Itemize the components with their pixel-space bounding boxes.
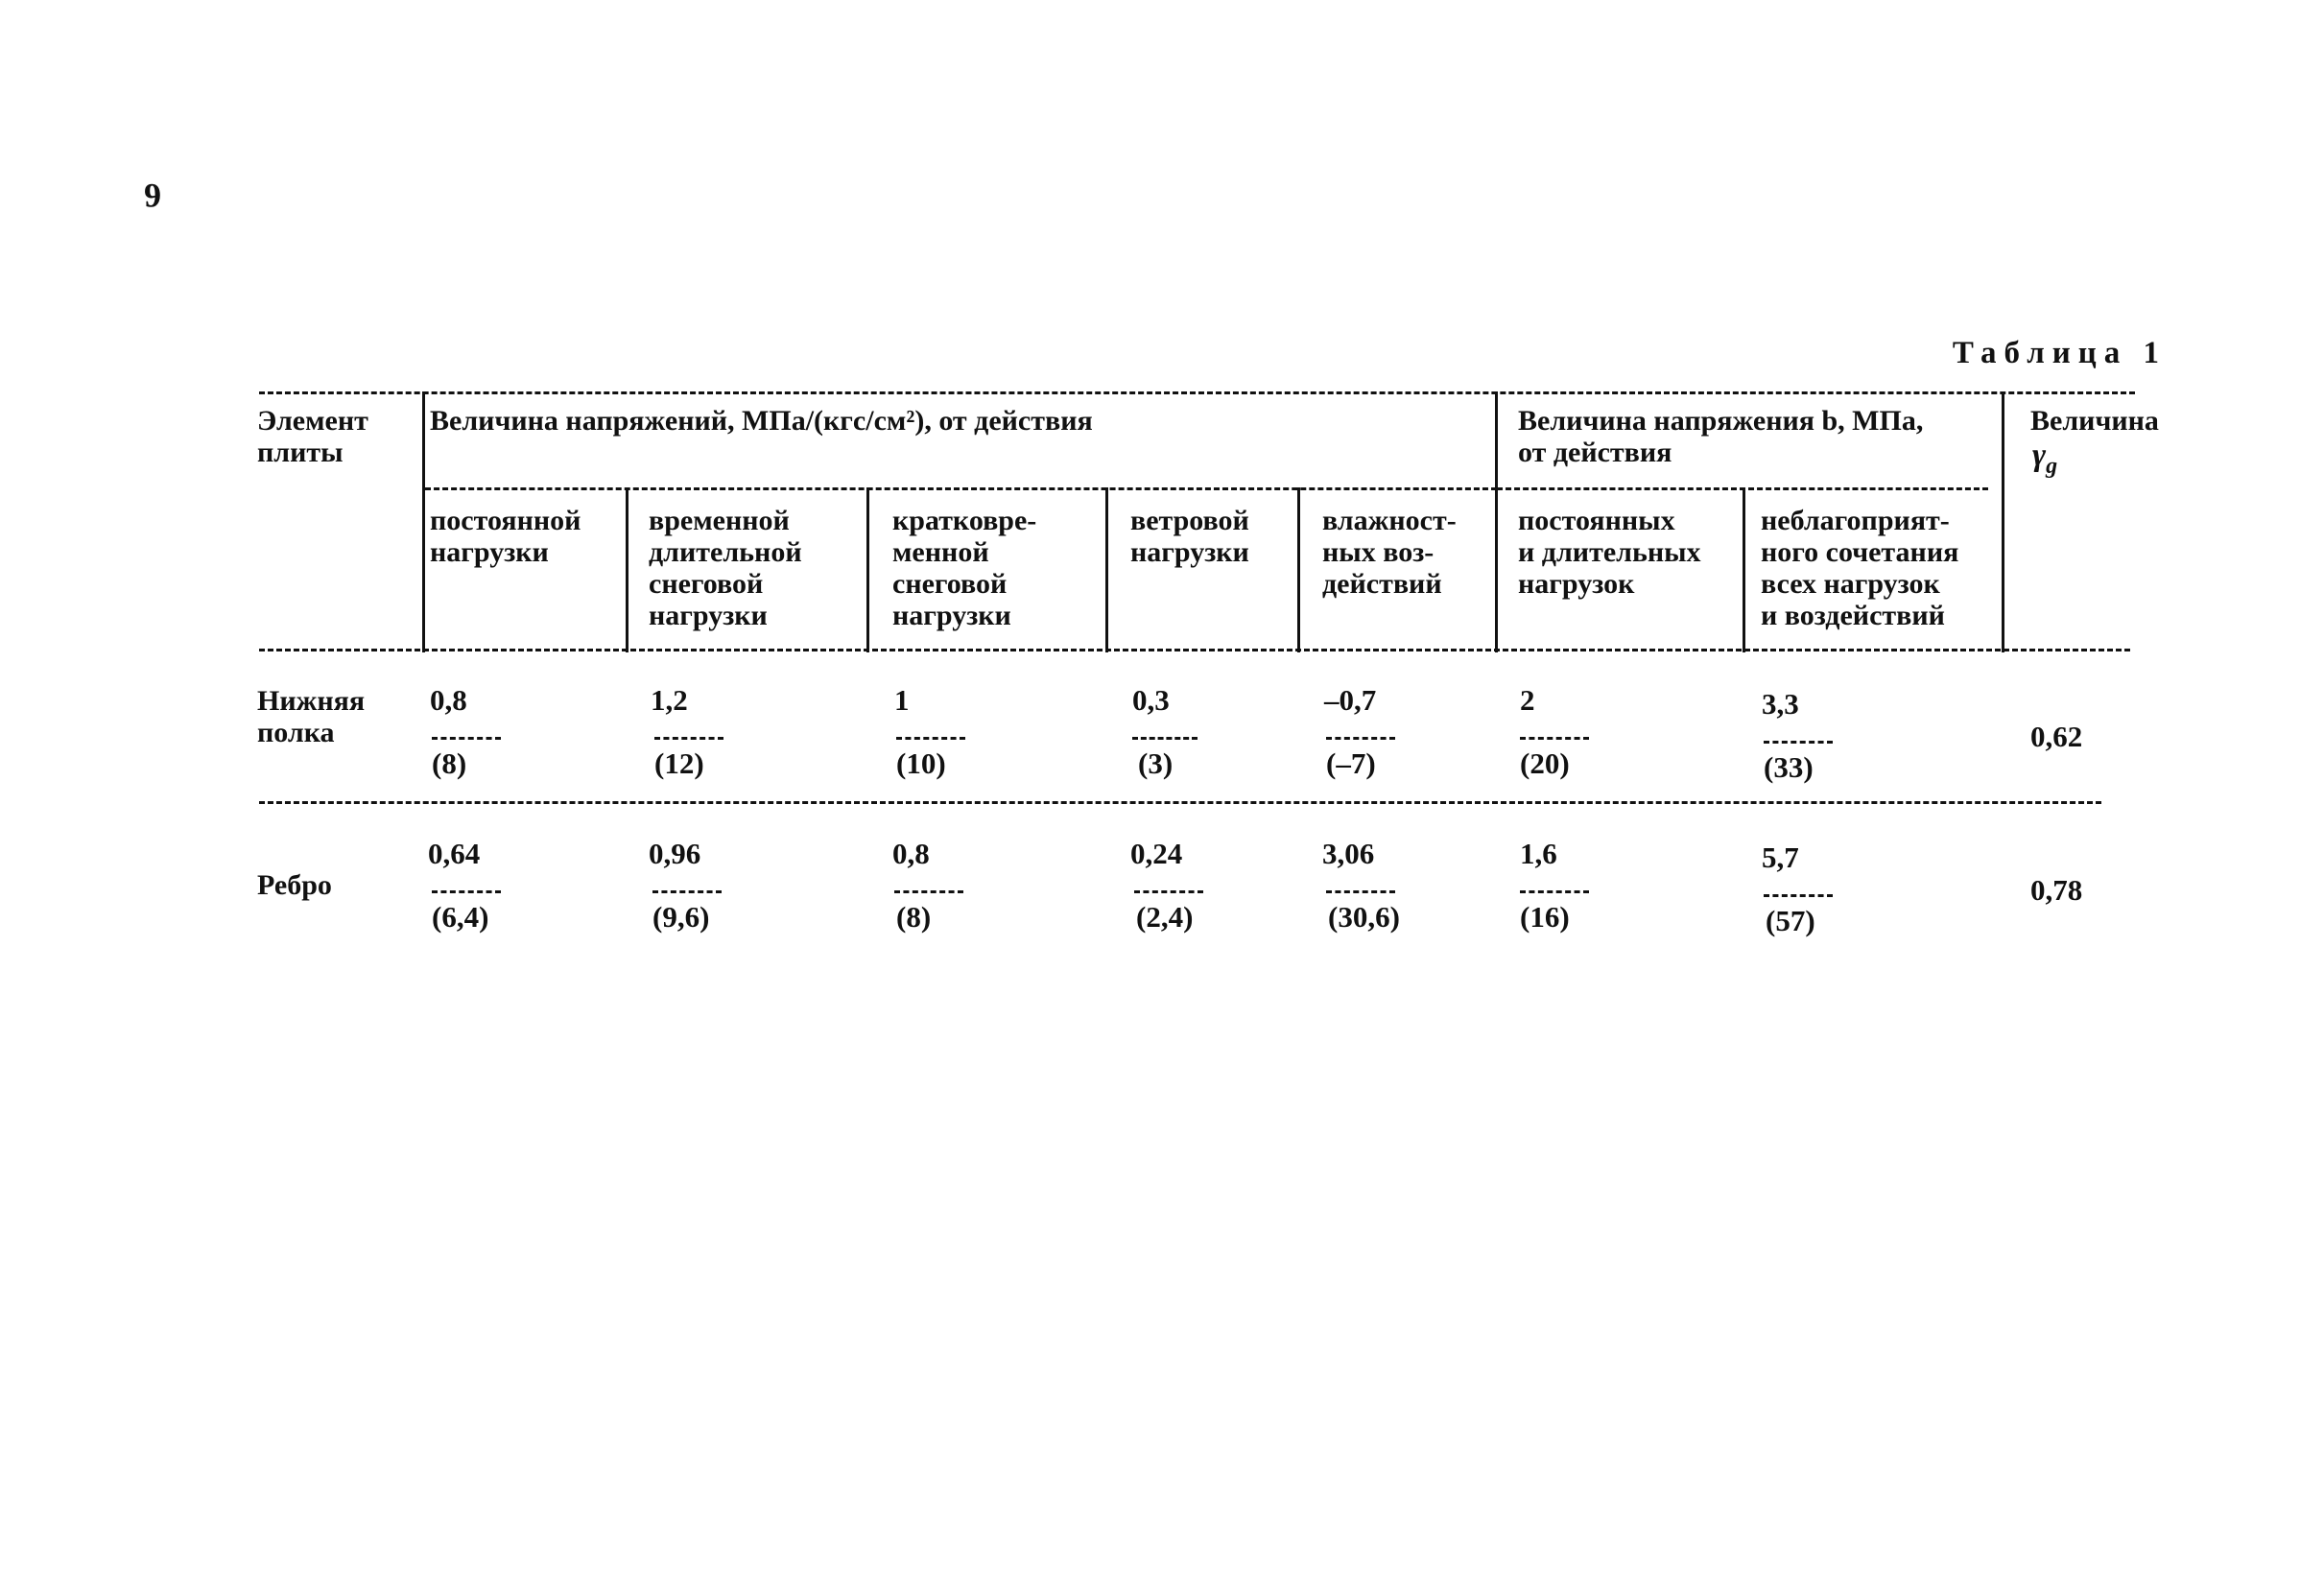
value-numerator: 0,24 [1130, 837, 1183, 870]
col-divider-4 [1297, 487, 1300, 652]
subheader-line: длительной [649, 536, 802, 568]
subheader-line: нагрузки [892, 600, 1011, 631]
header-bottom-rule [259, 649, 2130, 651]
row-label-rib [257, 869, 332, 901]
subheader-line: менной [892, 536, 989, 568]
header-group2-line-1: Величина напряжения b, МПа, [1518, 405, 1924, 437]
fraction-line [432, 737, 501, 740]
subheader-permanent-long [1518, 505, 1701, 600]
value-denominator: (12) [654, 746, 704, 780]
subheader-line: снеговой [892, 568, 1008, 600]
subheader-unfavorable [1761, 505, 1958, 631]
value-denominator: (33) [1764, 750, 1814, 784]
fraction-line [1326, 890, 1395, 893]
subheader-line: постоянных [1518, 505, 1675, 536]
col-divider-3 [1105, 487, 1108, 652]
value-denominator: (3) [1138, 746, 1174, 780]
subheader-long-snow [649, 505, 802, 631]
header-element-line-2: плиты [257, 437, 344, 468]
subheader-line: кратковре- [892, 505, 1037, 536]
table-title: Таблица 1 [1952, 336, 2167, 370]
row-label-line: Нижняя [257, 685, 366, 717]
table-top-rule [259, 391, 2135, 394]
value-numerator: 0,64 [428, 837, 481, 870]
subheader-line: нагрузки [430, 536, 549, 568]
subheader-line: ного сочетания [1761, 536, 1959, 568]
header-gamma-word: Величина [2030, 405, 2159, 437]
subheader-permanent [430, 505, 581, 568]
subheader-line: снеговой [649, 568, 764, 600]
value-denominator: (16) [1520, 900, 1570, 934]
col-divider-1 [626, 487, 628, 652]
subheader-moisture [1322, 505, 1457, 600]
subheader-wind [1130, 505, 1249, 568]
row-label-bottom-flange [257, 685, 365, 748]
value-denominator: (–7) [1326, 746, 1376, 780]
value-numerator: 3,06 [1322, 837, 1375, 870]
subheader-line: всех нагрузок [1761, 568, 1940, 600]
fraction-line [1520, 737, 1589, 740]
value-denominator: (57) [1766, 904, 1815, 937]
subheader-line: влажност- [1322, 505, 1457, 536]
fraction-line [894, 890, 963, 893]
col-divider-6 [1743, 487, 1745, 652]
value-numerator: 0,8 [892, 837, 930, 870]
page-number: 6 [144, 177, 161, 215]
fraction-line [1326, 737, 1395, 740]
subheader-line: нагрузок [1518, 568, 1635, 600]
value-numerator: 3,3 [1762, 687, 1799, 721]
value-denominator: (8) [432, 746, 467, 780]
fraction-line [432, 890, 501, 893]
row-label-line: полка [257, 717, 335, 748]
fraction-line [654, 737, 723, 740]
col-divider-element [422, 391, 425, 652]
subheader-line: действий [1322, 568, 1442, 600]
subheader-line: временной [649, 505, 790, 536]
subheader-short-snow [892, 505, 1036, 631]
gamma-subscript: g [2046, 453, 2058, 479]
value-numerator: 2 [1520, 683, 1535, 717]
fraction-line [1764, 894, 1833, 897]
value-denominator: (20) [1520, 746, 1570, 780]
value-numerator: 0,8 [430, 683, 467, 717]
fraction-line [1132, 737, 1198, 740]
subheader-line: ветровой [1130, 505, 1249, 536]
value-denominator: (6,4) [432, 900, 489, 934]
fraction-line [1134, 890, 1203, 893]
value-denominator: (2,4) [1136, 900, 1194, 934]
subheader-rule-group1 [425, 487, 1497, 490]
value-numerator: 1,6 [1520, 837, 1557, 870]
gamma-value: 0,78 [2030, 873, 2083, 907]
value-numerator: 1 [894, 683, 910, 717]
gamma-value: 0,62 [2030, 720, 2083, 753]
value-numerator: –0,7 [1324, 683, 1377, 717]
value-denominator: (30,6) [1328, 900, 1400, 934]
header-element-line-1: Элемент [257, 405, 368, 437]
subheader-line: постоянной [430, 505, 581, 536]
subheader-line: нагрузки [649, 600, 768, 631]
gamma-letter: γ [2032, 438, 2047, 473]
row-label-line: Ребро [257, 869, 332, 901]
value-numerator: 1,2 [651, 683, 688, 717]
subheader-line: нагрузки [1130, 536, 1249, 568]
fraction-line [1520, 890, 1589, 893]
subheader-line: и длительных [1518, 536, 1701, 568]
header-gamma-symbol [2032, 439, 2057, 483]
value-numerator: 5,7 [1762, 840, 1799, 874]
fraction-line [896, 737, 965, 740]
row-separator-rule [259, 801, 2101, 804]
fraction-line [1764, 741, 1833, 744]
col-divider-gamma [2002, 391, 2004, 652]
header-group2-line-2: от действия [1518, 437, 1672, 468]
col-divider-2 [866, 487, 869, 652]
value-numerator: 0,3 [1132, 683, 1170, 717]
subheader-line: ных воз- [1322, 536, 1435, 568]
subheader-line: и воздействий [1761, 600, 1945, 631]
fraction-line [652, 890, 722, 893]
value-denominator: (10) [896, 746, 946, 780]
subheader-line: неблагоприят- [1761, 505, 1950, 536]
header-group1-title: Величина напряжений, МПа/(кгс/см²), от действия [430, 405, 1093, 437]
value-denominator: (9,6) [652, 900, 710, 934]
value-numerator: 0,96 [649, 837, 701, 870]
value-denominator: (8) [896, 900, 932, 934]
col-divider-groups [1495, 391, 1498, 652]
